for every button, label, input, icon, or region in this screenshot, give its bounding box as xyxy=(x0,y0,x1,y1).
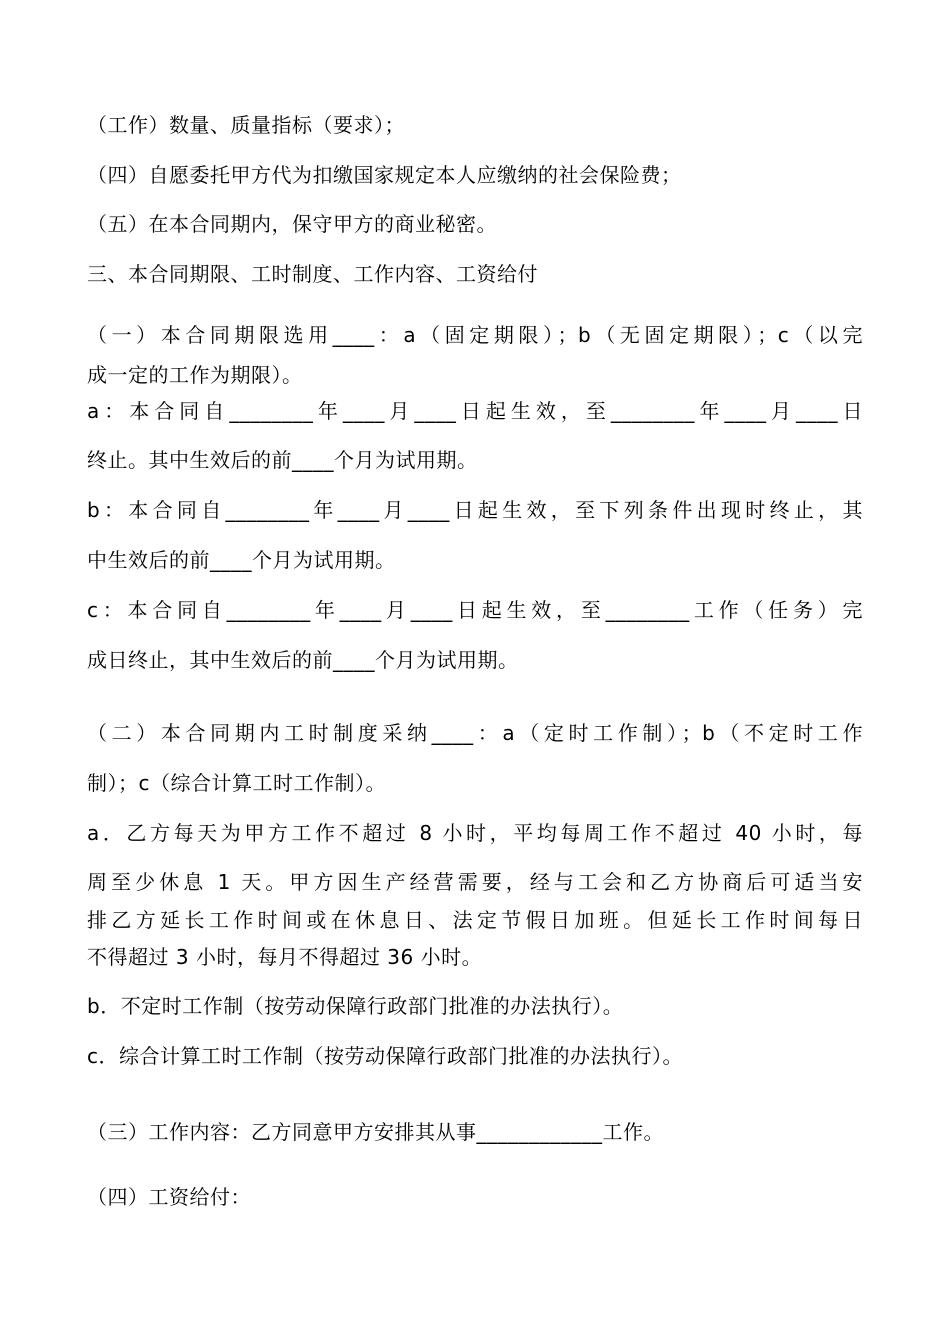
text-line: （工作）数量、质量指标（要求）； xyxy=(87,113,405,137)
text-line: 不得超过 3 小时，每月不得超过 36 小时。 xyxy=(87,945,483,969)
text-line: （一）本合同期限选用____：a（固定期限）；b（无固定期限）；c（以完 xyxy=(87,323,863,347)
text-line: a：本合同自________年____月____日起生效，至________年____月____日 xyxy=(87,399,863,423)
section-heading: 三、本合同期限、工时制度、工作内容、工资给付 xyxy=(87,262,538,286)
text-line: 中生效后的前____个月为试用期。 xyxy=(87,548,396,572)
text-line: （五）在本合同期内，保守甲方的商业秘密。 xyxy=(87,212,497,236)
text-line: 终止。其中生效后的前____个月为试用期。 xyxy=(87,448,478,472)
text-line: （四）自愿委托甲方代为扣缴国家规定本人应缴纳的社会保险费； xyxy=(87,163,682,187)
text-line: （三）工作内容：乙方同意甲方安排其从事____________工作。 xyxy=(87,1120,664,1144)
text-line: a．乙方每天为甲方工作不超过 8 小时，平均每周工作不超过 40 小时，每 xyxy=(87,821,863,845)
text-line: b：本合同自________年____月____日起生效，至下列条件出现时终止，其 xyxy=(87,498,863,522)
text-line: c．综合计算工时工作制（按劳动保障行政部门批准的办法执行）。 xyxy=(87,1044,683,1068)
text-line: b．不定时工作制（按劳动保障行政部门批准的办法执行）。 xyxy=(87,994,624,1018)
text-line: （四）工资给付： xyxy=(87,1185,251,1209)
text-line: 周至少休息 1 天。甲方因生产经营需要，经与工会和乙方协商后可适当安 xyxy=(87,870,863,894)
text-line: 制）；c（综合计算工时工作制）。 xyxy=(87,771,386,795)
text-line: （二）本合同期内工时制度采纳____：a（定时工作制）；b（不定时工作 xyxy=(87,721,863,745)
text-line: c：本合同自________年____月____日起生效，至________工作（任务）完 xyxy=(87,598,863,622)
text-line: 排乙方延长工作时间或在休息日、法定节假日加班。但延长工作时间每日 xyxy=(87,908,863,932)
text-line: 成日终止，其中生效后的前____个月为试用期。 xyxy=(87,648,519,672)
text-line: 成一定的工作为期限）。 xyxy=(87,363,303,387)
